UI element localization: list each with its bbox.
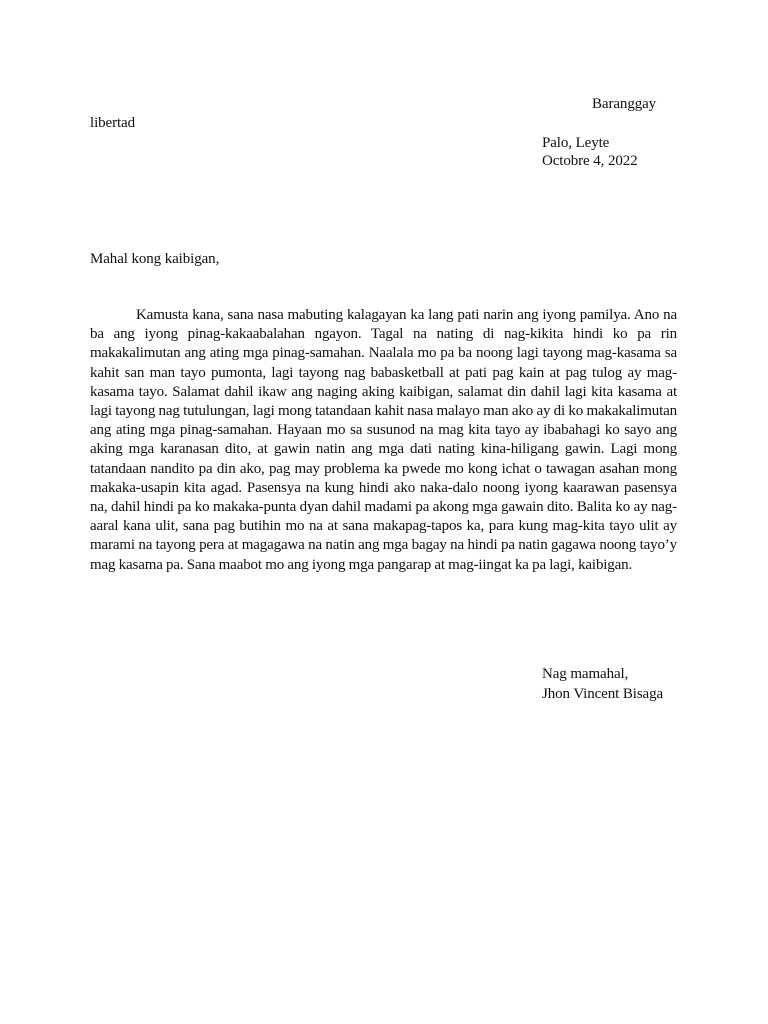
address-line-libertad: libertad: [90, 115, 136, 131]
letter-body: Kamusta kana, sana nasa mabuting kalagayan ka lang pati narin ang iyong pamilya. Ano na ba ang iyong pinag-kakaabalahan ngayon. Tagal na nating di nag-kikita hindi ko pa rin makakalimutan ang ating mga pinag-samahan. Naalala mo pa ba noong lagi tayong mag-kasama sa kahit san man tayo pumonta, lagi tayong nag babasketball at pati pag kain at pag tulog ay mag-kasama tayo. Salamat dahil ikaw ang naging aking kaibigan, salamat din dahil lagi kita kasama at lagi tayong nag tutulungan, lagi mong tatandaan kahit nasa malayo man ako ay di ko makakalimutan ang ating mga pinag-samahan. Hayaan mo sa susunod na mag kita tayo ay ibabahagi ko sayo ang aking mga karanasan dito, at gawin natin ang mga dati nating kina-hiligang gawin. Lagi mong tatandaan nandito pa din ako, pag may problema ka pwede mo kong ichat o tawagan asahan mong makaka-usapin kita agad. Pasensya na kung hindi ako naka-dalo noong iyong kaarawan pasensya na, dahil hindi pa ko makaka-punta dyan dahil madami pa akong mga gawain dito. Balita ko ay nag-aaral kana ulit, sana pag butihin mo na at sana makapag-tapos ka, para kung mag-kita tayo ulit ay marami na tayong pera at magagawa na natin ang mga bagay na hindi pa natin gagawa noong tayo’y mag kasama pa. Sana maabot mo ang iyong mga pangarap at mag-iingat ka pa lagi, kaibigan.: [90, 307, 677, 573]
address-city: Palo, Leyte: [542, 135, 610, 151]
address-line-barangay: Baranggay: [592, 96, 657, 112]
letter-date: Octobre 4, 2022: [542, 153, 638, 169]
salutation: Mahal kong kaibigan,: [90, 251, 220, 267]
signature-name: Jhon Vincent Bisaga: [542, 686, 664, 702]
closing: Nag mamahal,: [542, 666, 629, 682]
